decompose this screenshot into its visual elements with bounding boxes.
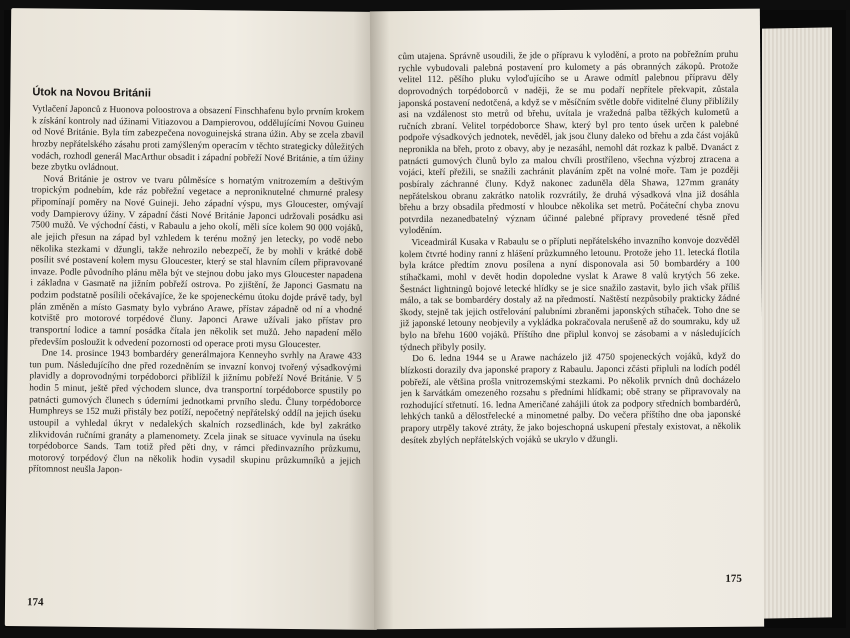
open-book bbox=[4, 10, 846, 628]
page-stack-edge bbox=[762, 27, 832, 618]
page-number-right: 175 bbox=[725, 572, 742, 585]
chapter-heading: Útok na Novou Británii bbox=[32, 86, 151, 100]
left-page-text bbox=[28, 104, 364, 479]
left-page bbox=[5, 8, 383, 630]
right-page bbox=[370, 9, 764, 630]
paragraph: Do 6. ledna 1944 se u Arawe nacházelo již 4750 spojeneckých vojáků, když do blízkosti dorazily dva japonské prapory z Rabaulu. Japonci zčásti připluli na lodích podél pobřeží, ale většina prošla vnitrozemskými stezkami. Po několik prvních dnů docházelo jen k šarvátkám omezeného rozsahu s předními hlídkami; obě strany se připravovaly na rozhodující střetnutí. 16. ledna Američané zahájili útok za podpory středních bombardérů, lehkých tanků a dělostřelecké a minometné palby. Do večera příštího dne oba japonské prapory utrpěly takové ztráty, že jako bojeschopná uskupení přestaly existovat, a několik desítek zbylých nepřátelských vojáků se ukrylo v džungli. bbox=[400, 352, 741, 446]
paragraph: Nová Británie je ostrov ve tvaru půlměsíce s hornatým vnitrozemím a deštivým tropickým podnebím, kde ráz pobřežní vegetace a neproniknutelné chmurné pralesy připomínají poměry na Nové Guineji. Jeho západní výspu, mys Gloucester, omývají vody Dampierovy úžiny. V západní části Nové Británie Japonci udržovali posádku asi 7500 mužů. Ve východní části, v Rabaulu a jeho okolí, měli síce kolem 90 000 vojáků, ale jejich přesun na západ byl vzhledem k terénu možný jen letecky, po vodě nebo několika stezkami v džungli, takže nehrozilo nebezpečí, že by mohli v krátké době posílit své postavení kolem mysu Gloucester, který se stal hlavním cílem připravované invaze. Podle původního plánu měla být ve stejnou dobu jako mys Gloucester napadena i základna v Gasmatě na jižním pobřeží ostrova. Po zjištění, že Japonci Gasmatu na podzim podstatně posílili očekávajíce, že ke spojeneckému útoku dojde právě tady, byl plán změněn a místo Gasmaty bylo vybráno Arawe, přístav západně od ní a vhodné kotviště pro motorové torpédové čluny. Japonci Arawe užívali jako přístav pro transportní lodice a tamní posádka čítala jen několik set mužů. Jeho napadení mělo především posloužit k odvedení pozornosti od operace proti mysu Gloucester. bbox=[29, 174, 364, 350]
paragraph: Viceadmirál Kusaka v Rabaulu se o přípluti nepřátelského invazního konvoje dozvěděl kolem čtvrté hodiny ranní z hlášení průzkumného letounu. Protože jeho 11. letecká flotila byla krátce předtím znovu posílena a nyní disponovala asi 50 bombardéry a 100 stíhačkami, mohl v devět hodin dopoledne vyslat k Arawe 8 valů krytých 56 zeke. Šestnáct lightningů bojové letecké hlídky se je sice snažilo zastavit, bylo jich však příliš málo, a tak se bombardéry dostaly až na předmostí. Naštěstí nezpůsobily prakticky žádné škody, stejně tak jejich ostřelování palubními zbraněmi japonských stíhaček. Toho dne se již japonské letouny neobjevily a vykládka pokračovala nerušeně až do soumraku, kdy už bylo na břehu 1600 vojáků. Příštího dne připlul konvoj se zásobami a v následujících týdnech přibyly posily. bbox=[399, 235, 741, 353]
right-page-text bbox=[398, 50, 741, 448]
paragraph: Dne 14. prosince 1943 bombardéry generálmajora Kenneyho svrhly na Arawe 433 tun pum. Následujícího dne před rozedněním se invazní konvoj tvořený výsadkovými plavidly a doprovodnými torpédoborci přiblížil k jižnímu pobřeží Nové Británie. V 5 hodin 5 minut, ještě před východem slunce, dva transportní torpédoborce spustily po patnácti gumových člunech s úderními jednotkami prvního sledu. Čluny torpédoborce Humphreys se 152 muži přistály bez potíží, nepočetný nepřátelský oddíl na jejich úseku ustoupil a vyhledal úkryt v nedalekých skalních rozsedlinách, kde byl zakrátko zlikvidován ručními granáty a plamenomety. Zcela jinak se situace vyvinula na úseku torpédoborce Sands. Tam totiž před pěti dny, v rámci předinvazního průzkumu, motorový torpédový člun na několik hodin vysadil skupinu průzkumníků a jejich přítomnost neušla Japon- bbox=[28, 348, 362, 476]
paragraph: cům utajena. Správně usoudili, že jde o přípravu k vylodění, a proto na pobřežním pruhu rychle vybudovali palebná postavení pro kulomety a pás obranných zákopů. Protože velitel 112. pěšího pluku vyloďujícího se u Arawe odmítl palebnou přípravu děly doprovodných torpédoborců v naději, že se mu podaří nepřítele překvapit, zůstala japonská postavení nedotčená, a když se v měsíčním světle dobře viditelné čluny přiblížily asi na vzdálenost sto metrů od břehu, uvítala je vražedná palba těžkých kulometů a ručních zbraní. Velitel torpédoborce Shaw, který byl pro tento úsek určen k palebné podpoře výsadkových jednotek, nevěděl, jak jsou čluny daleko od břehu a zda část vojáků nepronikla na břeh, proto z obavy, aby je nezasáhl, nemohl dát rozkaz k palbě. Dvanáct z patnácti gumových člunů bylo za malou chvíli prostříleno, všechna výzbroj ztracena a vojáci, kteří přežili, se snažili zachránit plaváním zpět na volné moře. Tam je později posbíraly záchranné čluny. Když nakonec zaduněla děla Shawa, 127mm granáty nepřátelskou obranu zakrátko natolik rozvrátily, že druhá výsadková vlna již dosáhla břehu a brzy obsadila předmostí v hloubce několika set metrů. Počáteční chyba znovu potvrdila nezanedbatelný význam účinné palebné přípravy provedené těsně před vyloděním. bbox=[398, 49, 740, 237]
paragraph: Vytlačení Japonců z Huonova poloostrova a obsazení Finschhafenu bylo prvním krokem k získání kontroly nad úžinami Vitiazovou a Dampierovou, oddělujícími Novou Guineu od Nové Británie. Byla tím zabezpečena novoguinejská strana úžin. Aby se zcela zbavil hrozby nepřátelského zásahu proti zamýšleným operacím v těchto strategicky důležitých vodách, rozhodl generál MacArthur obsadit i západní pobřeží Nové Británie, a tím úžiny beze zbytku ovládnout. bbox=[31, 104, 365, 174]
page-number-left: 174 bbox=[26, 596, 44, 609]
